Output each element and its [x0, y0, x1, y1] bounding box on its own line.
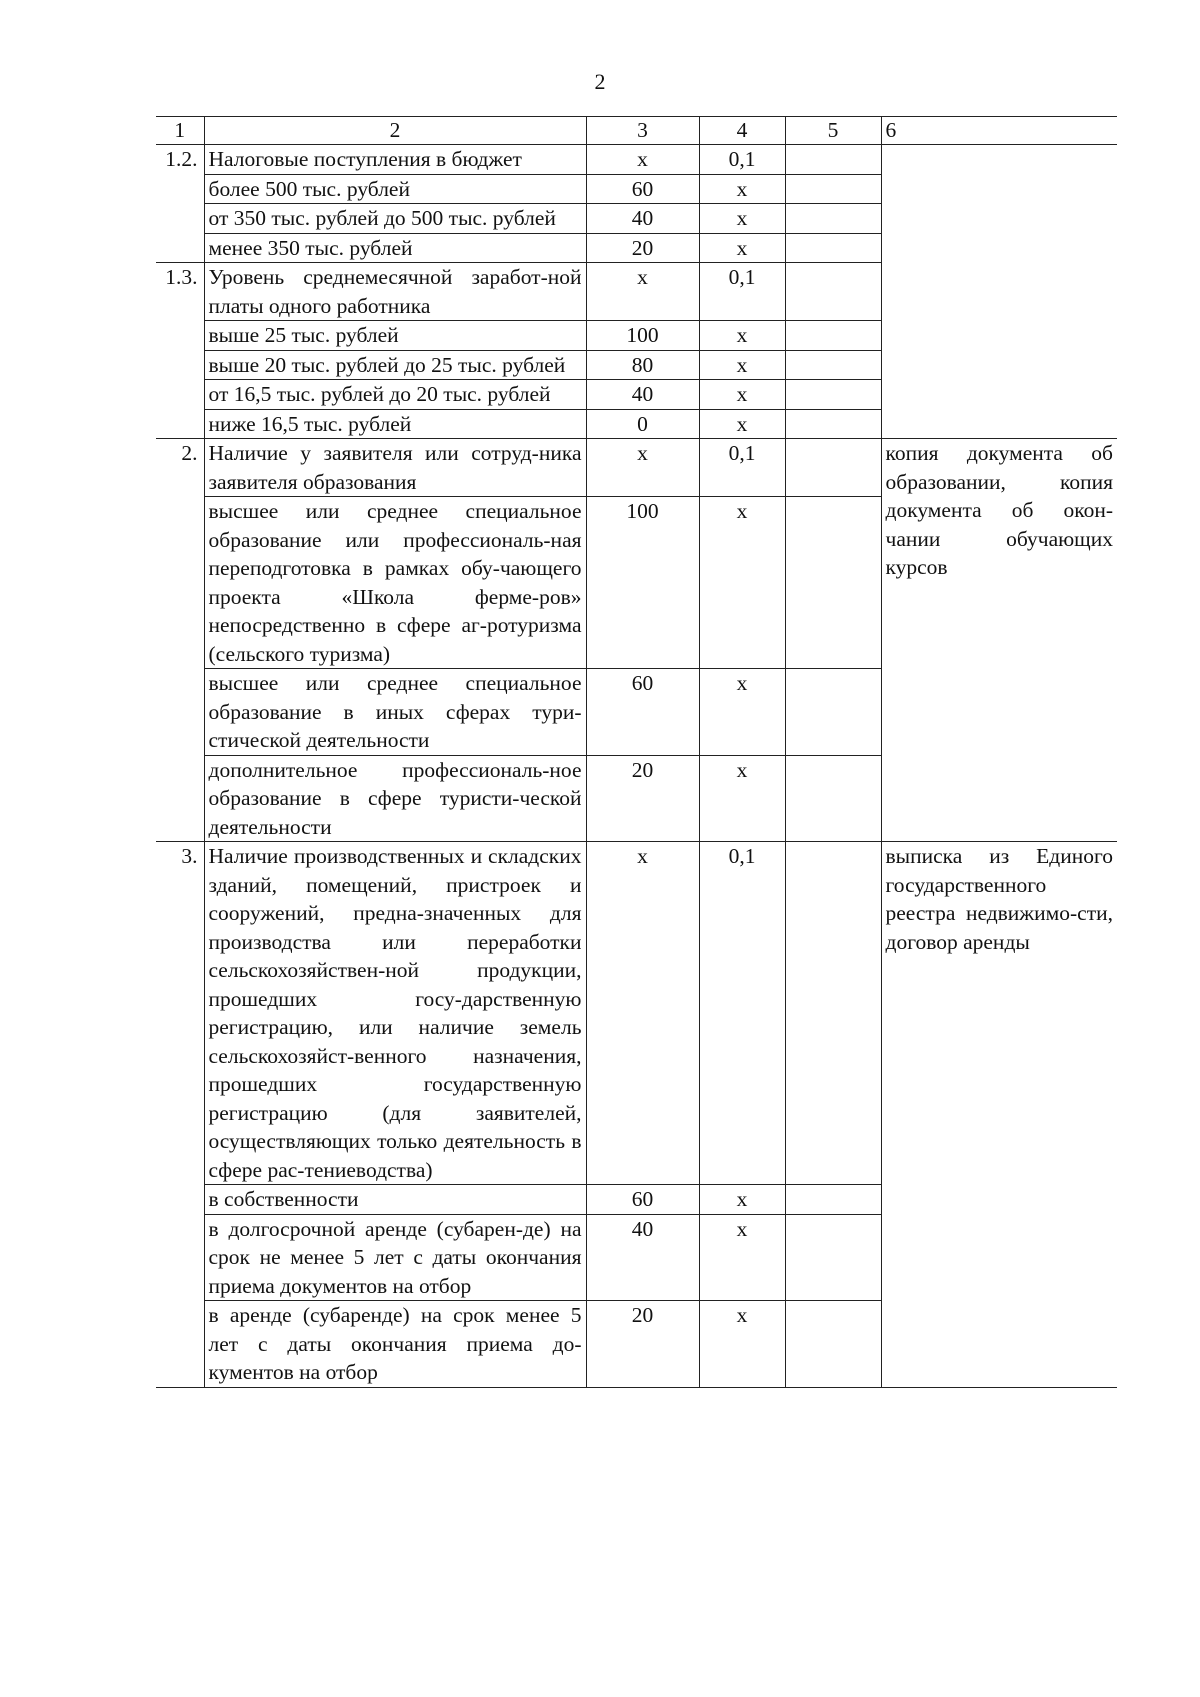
- criterion-option: в аренде (субаренде) на срок менее 5 лет с даты окончания приема до-кументов на отбор: [204, 1301, 586, 1388]
- criterion-name: Наличие у заявителя или сотруд-ника заявителя образования: [204, 439, 586, 497]
- criterion-option: выше 20 тыс. рублей до 25 тыс. рублей: [204, 350, 586, 380]
- weight-value: x: [699, 497, 785, 669]
- points-value: [785, 263, 881, 321]
- weight-value: x: [699, 233, 785, 263]
- column-header-1: 1: [156, 117, 204, 145]
- item-number: 1.3.: [156, 263, 204, 439]
- weight-value: x: [699, 1214, 785, 1301]
- weight-value: 0,1: [699, 263, 785, 321]
- points-value: [785, 350, 881, 380]
- column-header-4: 4: [699, 117, 785, 145]
- points-value: [785, 755, 881, 842]
- points-value: [785, 669, 881, 756]
- points-value: [785, 409, 881, 439]
- points-value: [785, 145, 881, 175]
- table-row: [156, 439, 1117, 497]
- column-header-2: 2: [204, 117, 586, 145]
- points-value: [785, 497, 881, 669]
- criterion-option: от 350 тыс. рублей до 500 тыс. рублей: [204, 204, 586, 234]
- column-header-5: 5: [785, 117, 881, 145]
- score-value: 60: [586, 669, 699, 756]
- score-value: x: [586, 842, 699, 1185]
- points-value: [785, 204, 881, 234]
- weight-value: x: [699, 755, 785, 842]
- score-value: 0: [586, 409, 699, 439]
- weight-value: x: [699, 174, 785, 204]
- item-number: 2.: [156, 439, 204, 842]
- criteria-table: [156, 116, 1117, 1388]
- score-value: 80: [586, 350, 699, 380]
- score-value: 40: [586, 204, 699, 234]
- criterion-option: высшее или среднее специальное образование в иных сферах тури-стической деятельности: [204, 669, 586, 756]
- supporting-documents: выписка из Единого государственного реестра недвижимо-сти, договор аренды: [881, 842, 1117, 1388]
- points-value: [785, 842, 881, 1185]
- points-value: [785, 1301, 881, 1388]
- weight-value: x: [699, 350, 785, 380]
- weight-value: x: [699, 1185, 785, 1215]
- points-value: [785, 1214, 881, 1301]
- points-value: [785, 321, 881, 351]
- table-row: [156, 842, 1117, 1185]
- score-value: 20: [586, 1301, 699, 1388]
- score-value: 20: [586, 233, 699, 263]
- column-header-3: 3: [586, 117, 699, 145]
- weight-value: x: [699, 380, 785, 410]
- points-value: [785, 174, 881, 204]
- column-number-header-row: [156, 117, 1117, 145]
- criteria-table-body: [156, 117, 1117, 1388]
- supporting-documents: копия документа об образовании, копия документа об окон-чании обучающих курсов: [881, 439, 1117, 842]
- criterion-name: Уровень среднемесячной заработ-ной платы одного работника: [204, 263, 586, 321]
- score-value: 60: [586, 1185, 699, 1215]
- points-value: [785, 1185, 881, 1215]
- weight-value: x: [699, 204, 785, 234]
- score-value: x: [586, 263, 699, 321]
- weight-value: x: [699, 1301, 785, 1388]
- criterion-option: выше 25 тыс. рублей: [204, 321, 586, 351]
- weight-value: x: [699, 321, 785, 351]
- weight-value: x: [699, 409, 785, 439]
- column-header-6: 6: [881, 117, 1117, 145]
- criterion-option: менее 350 тыс. рублей: [204, 233, 586, 263]
- points-value: [785, 233, 881, 263]
- criterion-option: дополнительное профессиональ-ное образование в сфере туристи-ческой деятельности: [204, 755, 586, 842]
- score-value: 100: [586, 321, 699, 351]
- score-value: 100: [586, 497, 699, 669]
- score-value: x: [586, 439, 699, 497]
- criterion-option: от 16,5 тыс. рублей до 20 тыс. рублей: [204, 380, 586, 410]
- score-value: 60: [586, 174, 699, 204]
- score-value: 40: [586, 380, 699, 410]
- points-value: [785, 439, 881, 497]
- weight-value: x: [699, 669, 785, 756]
- score-value: 40: [586, 1214, 699, 1301]
- weight-value: 0,1: [699, 439, 785, 497]
- criterion-name: Наличие производственных и складских зданий, помещений, пристроек и сооружений, предна-значенных для производства или переработки сельскохозяйствен-ной продукции, прошедших госу-дарственную регистрацию, или наличие земель сельскохозяйст-венного назначения, прошедших государственную регистрацию (для заявителей, осуществляющих только деятельность в сфере рас-тениеводства): [204, 842, 586, 1185]
- supporting-documents: [881, 145, 1117, 439]
- weight-value: 0,1: [699, 145, 785, 175]
- criterion-option: высшее или среднее специальное образование или профессиональ-ная переподготовка в рамках обу-чающего проекта «Школа ферме-ров» непосредственно в сфере аг-ротуризма (сельского туризма): [204, 497, 586, 669]
- page-number: 2: [594, 69, 606, 94]
- criterion-option: ниже 16,5 тыс. рублей: [204, 409, 586, 439]
- criterion-option: в собственности: [204, 1185, 586, 1215]
- weight-value: 0,1: [699, 842, 785, 1185]
- item-number: 3.: [156, 842, 204, 1388]
- criterion-option: более 500 тыс. рублей: [204, 174, 586, 204]
- score-value: 20: [586, 755, 699, 842]
- criterion-name: Налоговые поступления в бюджет: [204, 145, 586, 175]
- criterion-option: в долгосрочной аренде (субарен-де) на срок не менее 5 лет с даты окончания приема документов на отбор: [204, 1214, 586, 1301]
- item-number: 1.2.: [156, 145, 204, 263]
- score-value: x: [586, 145, 699, 175]
- points-value: [785, 380, 881, 410]
- table-row: [156, 145, 1117, 175]
